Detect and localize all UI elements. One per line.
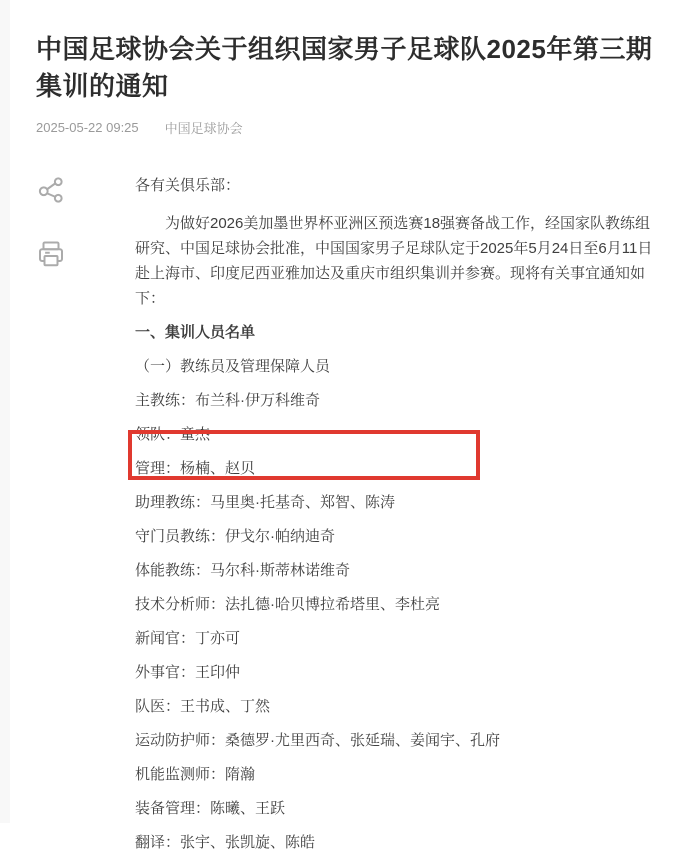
salutation: 各有关俱乐部： [135,177,241,194]
staff-line-athletic-trainers: 运动防护师：桑德罗·尤里西奇、张延瑞、姜闻宇、孔府 [135,732,500,749]
staff-line-assistant-coaches: 助理教练：马里奥·托基奇、郑智、陈涛 [135,494,395,511]
subsection-heading: （一）教练员及管理保障人员 [135,358,331,375]
staff-line-fitness-coach: 体能教练：马尔科·斯蒂林诺维奇 [135,562,350,579]
staff-line-team-leader: 领队：童杰 [135,426,211,443]
staff-line-equipment-managers: 装备管理：陈曦、王跃 [135,800,286,817]
printer-icon [36,239,66,269]
staff-line-team-doctors: 队医：王书成、丁然 [135,698,271,715]
staff-line-press-officer: 新闻官：丁亦可 [135,630,241,647]
staff-line-translators: 翻译：张宇、张凯旋、陈皓 [135,834,316,851]
page-title: 中国足球协会关于组织国家男子足球队2025年第三期集训的通知 [36,34,653,101]
page-left-gutter [0,0,10,823]
staff-line-foreign-affairs-officer: 外事官：王印仲 [135,664,241,681]
print-button[interactable] [36,239,66,269]
article-text [135,173,663,864]
article-toolbar [36,173,135,864]
section-heading: 一、集训人员名单 [135,324,256,341]
share-button[interactable] [36,175,66,205]
publish-date: 2025-05-22 09:25 [36,120,139,135]
intro-paragraph: 为做好2026美加墨世界杯亚洲区预选赛18强赛备战工作，经国家队教练组研究、中国足球协会批准，中国国家男子足球队定于2025年5月24日至6月11日赴上海市、印度尼西亚雅加达及重庆市组织集训并参赛。现将有关事宜通知如下： [135,215,653,307]
source-label: 中国足球协会 [164,121,243,136]
share-nodes-icon [36,175,66,205]
staff-line-technical-analysts: 技术分析师：法扎德·哈贝博拉希塔里、李杜亮 [135,596,440,613]
staff-line-managers: 管理：杨楠、赵贝 [135,460,256,477]
article-body-row [36,173,664,864]
article-page [36,0,664,864]
staff-line-head-coach: 主教练：布兰科·伊万科维奇 [135,392,320,409]
staff-line-goalkeeper-coach: 守门员教练：伊戈尔·帕纳迪奇 [135,528,335,545]
staff-line-performance-monitor: 机能监测师：隋瀚 [135,766,256,783]
article-meta [36,118,664,137]
